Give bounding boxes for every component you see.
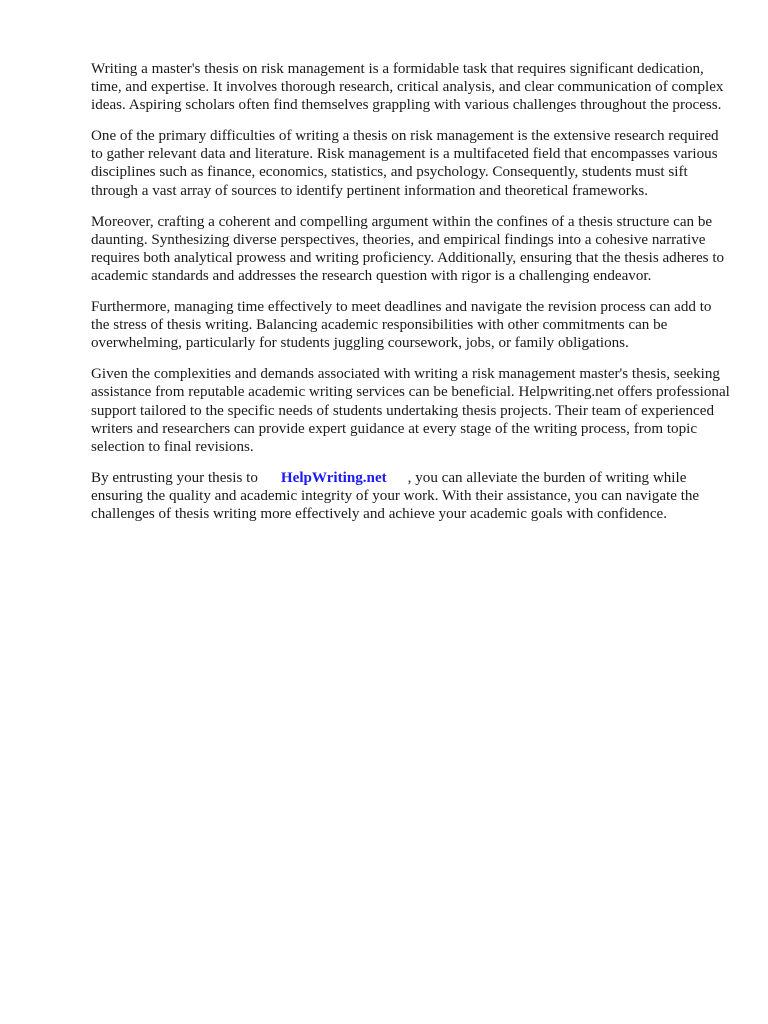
helpwriting-link[interactable]: HelpWriting.net (280, 469, 387, 486)
paragraph-conclusion (91, 469, 731, 523)
conclusion-text-before-link: By entrusting your thesis to (91, 469, 258, 486)
paragraph-argument: Moreover, crafting a coherent and compelling argument within the confines of a thesis structure can be daunting. Synthesizing diverse perspectives, theories, and empirical findings into a cohesive narrative requires both analytical prowess and writing proficiency. Additionally, ensuring that the thesis adheres to academic standards and addresses the research question with rigor is a challenging endeavor. (91, 213, 725, 284)
paragraph-assistance: Given the complexities and demands associated with writing a risk management master's thesis, seeking assistance from reputable academic writing services can be beneficial. Helpwriting.net offers professional support tailored to the specific needs of students undertaking thesis projects. Their team of experienced writers and researchers can provide expert guidance at every stage of the writing process, from topic selection to final revisions. (91, 366, 730, 455)
paragraph-research-difficulty: One of the primary difficulties of writing a thesis on risk management is the extensive research required to gather relevant data and literature. Risk management is a multifaceted field that encompasses various disciplines such as finance, economics, statistics, and psychology. Consequently, students must sift through a vast array of sources to identify pertinent information and theoretical frameworks. (91, 128, 719, 199)
document-body (91, 60, 731, 536)
paragraph-time-management: Furthermore, managing time effectively to meet deadlines and navigate the revision process can add to the stress of thesis writing. Balancing academic responsibilities with other commitments can be overwhelming, particularly for students juggling coursework, jobs, or family obligations. (91, 299, 712, 352)
conclusion-text-after-link: , you can alleviate the burden of writing while ensuring the quality and academic integrity of your work. With their assistance, you can navigate the challenges of thesis writing more effectively and achieve your academic goals with confidence. (91, 469, 700, 522)
paragraph-intro: Writing a master's thesis on risk management is a formidable task that requires significant dedication, time, and expertise. It involves thorough research, critical analysis, and clear communication of complex ideas. Aspiring scholars often find themselves grappling with various challenges throughout the process. (91, 61, 724, 114)
